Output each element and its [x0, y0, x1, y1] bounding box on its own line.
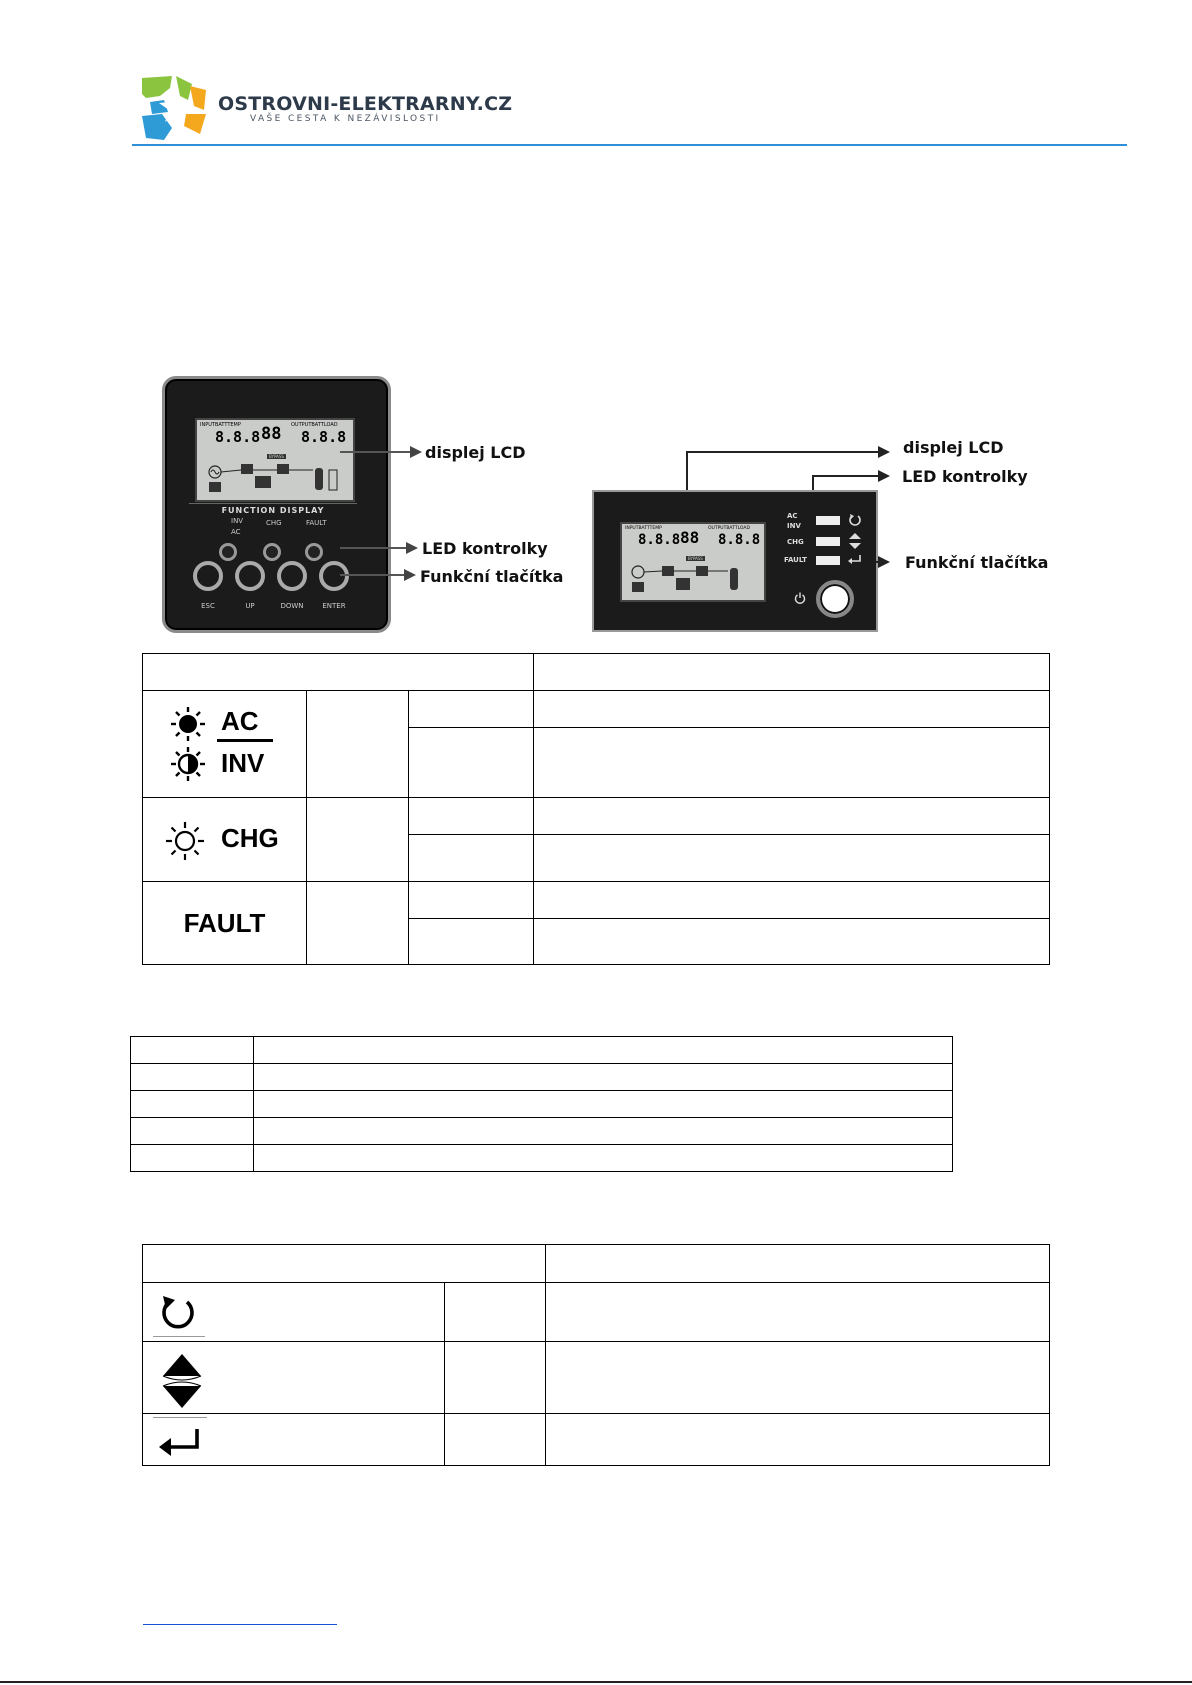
icon-underline: [153, 1336, 205, 1337]
logo-text: OSTROVNI-ELEKTRARNY.CZ: [218, 93, 513, 115]
table-row: [131, 1037, 953, 1064]
callout-buttons-left: Funkční tlačítka: [420, 567, 564, 586]
led-table: [142, 653, 1050, 965]
table-row: [143, 1342, 1050, 1414]
table-cell: [131, 1037, 254, 1064]
lcd-output-digits: 8.8.8: [718, 532, 761, 548]
table-cell: [254, 1145, 953, 1172]
callout-lcd-left: displej LCD: [425, 443, 526, 462]
touch-buttons-table: [142, 1244, 1050, 1466]
table-cell: [143, 1245, 546, 1283]
callout-arrows-right: [680, 440, 900, 570]
led-label-chg: CHG: [266, 519, 282, 527]
table-cell: [546, 1414, 1050, 1466]
sun-filled-icon: [170, 706, 206, 742]
callout-led-left: LED kontrolky: [422, 539, 548, 558]
led-ac-inv-cell: [143, 691, 307, 798]
refresh-icon: [157, 1294, 199, 1334]
enter-icon: [159, 1427, 201, 1457]
table-cell: [546, 1245, 1050, 1283]
lcd-center-digits: 88: [261, 424, 282, 444]
table-row: [143, 1245, 1050, 1283]
table-row: [131, 1118, 953, 1145]
lcd-input-digits: 8.8.8: [638, 532, 681, 548]
led-chg-cell: [143, 798, 307, 882]
up-down-icon: [161, 1354, 203, 1408]
table-cell: [534, 882, 1050, 919]
refresh-icon-cell: [143, 1283, 445, 1342]
table-cell: [409, 728, 534, 798]
table-cell: [445, 1283, 546, 1342]
lcd-bypass-label: BYPASS: [269, 454, 284, 459]
led-label-inv: INV: [787, 522, 801, 530]
table-cell: [409, 919, 534, 965]
sun-half-icon: [170, 746, 206, 782]
callout-lcd-right: displej LCD: [903, 438, 1004, 457]
power-icon: [794, 592, 806, 604]
table-cell: [409, 882, 534, 919]
footer-link-underline[interactable]: [143, 1624, 337, 1625]
led-label-inv: INV: [231, 517, 244, 525]
table-row: [143, 882, 1050, 919]
led-indicator-ac-inv: [219, 543, 237, 561]
lcd-input-label: INPUTBATTTEMP: [625, 526, 662, 531]
lcd-bypass-label: BYPASS: [688, 556, 703, 561]
table-cell: [534, 798, 1050, 835]
callout-led-right: LED kontrolky: [902, 467, 1028, 486]
table-cell: [254, 1091, 953, 1118]
up-label: UP: [245, 602, 255, 610]
led-label-fault: FAULT: [306, 519, 327, 527]
table-row: [143, 691, 1050, 728]
esc-button[interactable]: [193, 561, 223, 591]
led-fault-label: FAULT: [183, 907, 266, 938]
ac-inv-divider: [217, 739, 273, 742]
led-inv-label: INV: [221, 748, 265, 778]
esc-label: ESC: [201, 602, 215, 610]
enter-label: ENTER: [322, 602, 346, 610]
led-label-chg: CHG: [787, 538, 804, 546]
lcd-output-digits: 8.8.8: [301, 428, 347, 446]
callout-buttons-right: Funkční tlačítka: [905, 553, 1049, 572]
enter-icon-cell: [143, 1414, 445, 1466]
function-display-label: FUNCTION DISPLAY: [189, 503, 357, 515]
table-cell: [307, 882, 409, 965]
down-label: DOWN: [280, 602, 304, 610]
table-cell: [534, 728, 1050, 798]
up-button[interactable]: [235, 561, 265, 591]
table-cell: [546, 1283, 1050, 1342]
table-cell: [254, 1037, 953, 1064]
led-label-ac: AC: [231, 528, 241, 536]
table-row: [131, 1091, 953, 1118]
table-cell: [534, 654, 1050, 691]
logo-mark: [142, 76, 208, 140]
table-cell: [409, 798, 534, 835]
table-cell: [254, 1118, 953, 1145]
table-cell: [409, 691, 534, 728]
led-indicator-chg: [263, 543, 281, 561]
lcd-input-digits: 8.8.8: [215, 428, 261, 446]
power-button[interactable]: [816, 580, 854, 618]
table-cell: [409, 835, 534, 882]
table-cell: [546, 1342, 1050, 1414]
footer-divider: [0, 1681, 1192, 1683]
table-cell: [445, 1414, 546, 1466]
table-row: [143, 654, 1050, 691]
led-label-ac: AC: [787, 512, 798, 520]
led-ac-label: AC: [221, 706, 259, 736]
callout-arrows-left: [340, 440, 430, 590]
table-cell: [307, 691, 409, 798]
table-cell: [307, 798, 409, 882]
lcd-output-label: OUTPUTBATTLOAD: [708, 526, 750, 531]
table-cell: [534, 919, 1050, 965]
table-cell: [131, 1064, 254, 1091]
lcd-flow-diagram: [205, 458, 345, 496]
logo-tagline: VAŠE CESTA K NEZÁVISLOSTI: [250, 114, 441, 124]
header-divider: [132, 144, 1127, 146]
led-chg-label: CHG: [221, 822, 279, 853]
led-indicator-fault: [305, 543, 323, 561]
table-row: [143, 1283, 1050, 1342]
led-label-fault: FAULT: [784, 556, 807, 564]
table-cell: [254, 1064, 953, 1091]
down-button[interactable]: [277, 561, 307, 591]
table-cell: [131, 1145, 254, 1172]
table-cell: [534, 835, 1050, 882]
table-row: [143, 1414, 1050, 1466]
table-row: [131, 1145, 953, 1172]
lcd-output-label: OUTPUTBATTLOAD: [291, 422, 338, 428]
sun-outline-icon: [165, 821, 205, 861]
icon-overline: [153, 1417, 207, 1418]
lcd-screen: [195, 418, 355, 502]
lcd-input-label: INPUTBATTTEMP: [200, 422, 241, 428]
led-fault-cell: [143, 882, 307, 965]
table-cell: [143, 654, 534, 691]
table-cell: [445, 1342, 546, 1414]
table-cell: [534, 691, 1050, 728]
table-cell: [131, 1118, 254, 1145]
table-row: [131, 1064, 953, 1091]
up-down-icon-cell: [143, 1342, 445, 1414]
table-cell: [131, 1091, 254, 1118]
lcd-center-digits: 88: [680, 528, 700, 547]
table-row: [143, 798, 1050, 835]
button-keys-table: [130, 1036, 953, 1172]
